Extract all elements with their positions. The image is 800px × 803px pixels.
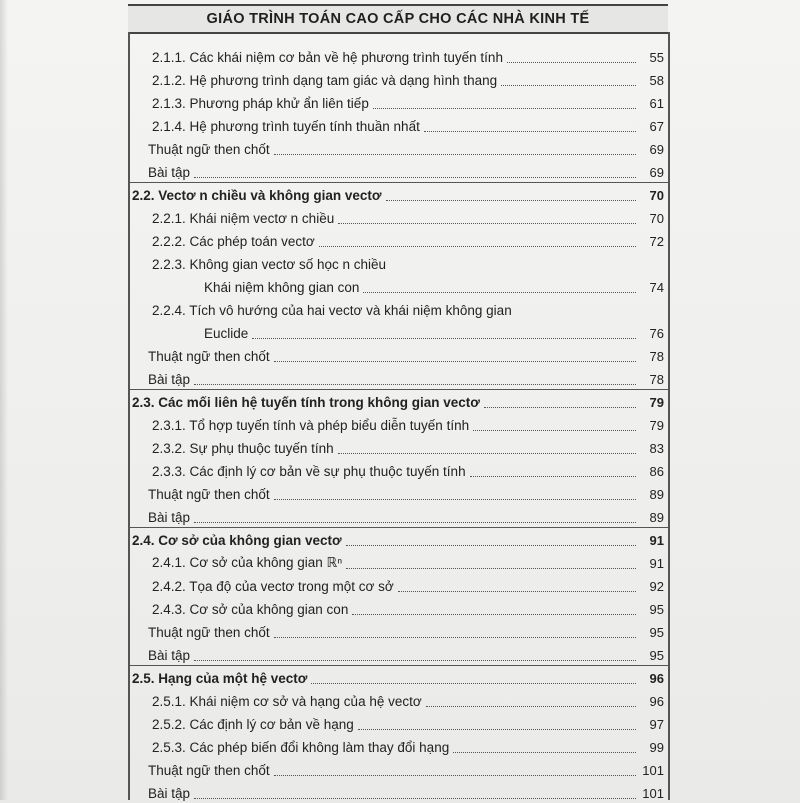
toc-page-number: 101 bbox=[642, 786, 664, 801]
dot-leader bbox=[274, 775, 636, 776]
dot-leader bbox=[470, 476, 636, 477]
toc-entry-title: 2.4.3. Cơ sở của không gian con bbox=[152, 602, 349, 617]
toc-entry-title: Bài tập bbox=[148, 648, 191, 663]
toc-page-number: 99 bbox=[649, 740, 664, 755]
toc-entry-title: Thuật ngữ then chốt bbox=[148, 349, 270, 364]
toc-page-number: 69 bbox=[649, 165, 664, 180]
toc-entry-title: 2.2.2. Các phép toán vectơ bbox=[152, 234, 315, 249]
toc-entry-title: 2.5. Hạng của một hệ vectơ bbox=[132, 671, 308, 686]
dot-leader bbox=[473, 430, 636, 431]
dot-leader bbox=[194, 660, 636, 661]
toc-entry-title: 2.1.4. Hệ phương trình tuyến tính thuần nhất bbox=[152, 119, 420, 134]
toc-page-number: 83 bbox=[649, 441, 664, 456]
toc-entry-title: 2.1.2. Hệ phương trình dạng tam giác và dạng hình thang bbox=[152, 73, 498, 88]
section-divider bbox=[130, 389, 668, 390]
dot-leader bbox=[453, 752, 636, 753]
dot-leader bbox=[352, 614, 636, 615]
toc-section-row bbox=[130, 389, 668, 412]
toc-entry-title: 2.5.3. Các phép biến đổi không làm thay đổi hạng bbox=[152, 740, 450, 755]
toc-entry-row bbox=[130, 757, 668, 780]
toc-page-number: 91 bbox=[649, 556, 664, 571]
toc-entry-row bbox=[130, 504, 668, 527]
dot-leader bbox=[194, 798, 636, 799]
dot-leader bbox=[274, 499, 636, 500]
dot-leader bbox=[311, 683, 636, 684]
toc-entry-row bbox=[130, 113, 668, 136]
toc-entry-title: 2.3.1. Tổ hợp tuyến tính và phép biểu diễn tuyến tính bbox=[152, 418, 470, 433]
toc-page-number: 78 bbox=[649, 372, 664, 387]
toc-page-number: 95 bbox=[649, 648, 664, 663]
toc-page-number: 70 bbox=[649, 211, 664, 226]
running-header bbox=[128, 4, 668, 34]
toc-page-number: 69 bbox=[649, 142, 664, 157]
toc-entry-row bbox=[130, 159, 668, 182]
toc-entry-row bbox=[130, 711, 668, 734]
toc-entry-title: Bài tập bbox=[148, 165, 191, 180]
toc-entry-row bbox=[130, 274, 668, 297]
dot-leader bbox=[424, 131, 636, 132]
toc-entry-title: 2.2.3. Không gian vectơ số học n chiều bbox=[152, 257, 387, 272]
section-divider bbox=[130, 665, 668, 666]
section-divider bbox=[130, 182, 668, 183]
toc-entry-title: 2.3.2. Sự phụ thuộc tuyến tính bbox=[152, 441, 334, 456]
toc-page-number: 79 bbox=[649, 395, 664, 410]
toc-entry-title: Bài tập bbox=[148, 372, 191, 387]
dot-leader bbox=[363, 292, 636, 293]
toc-page-number: 96 bbox=[649, 671, 664, 686]
right-margin-rule bbox=[668, 32, 670, 800]
toc-page-number: 58 bbox=[649, 73, 664, 88]
dot-leader bbox=[338, 453, 636, 454]
toc-entry-title: 2.4. Cơ sở của không gian vectơ bbox=[132, 533, 342, 548]
toc-entry-row bbox=[130, 44, 668, 67]
toc-entry-row bbox=[130, 205, 668, 228]
toc-page-number: 96 bbox=[649, 694, 664, 709]
toc-entry-row bbox=[130, 251, 668, 274]
toc-entry-title: 2.3.3. Các định lý cơ bản về sự phụ thuộc tuyến tính bbox=[152, 464, 466, 479]
toc-page-number: 70 bbox=[649, 188, 664, 203]
toc-entry-title: 2.2.4. Tích vô hướng của hai vectơ và khái niệm không gian bbox=[152, 303, 512, 318]
toc-section-row bbox=[130, 527, 668, 550]
toc-entry-row bbox=[130, 596, 668, 619]
toc-entry-row bbox=[130, 343, 668, 366]
toc-entry-title: Thuật ngữ then chốt bbox=[148, 625, 270, 640]
toc-section-row bbox=[130, 665, 668, 688]
toc-entry-title: 2.1.3. Phương pháp khử ẩn liên tiếp bbox=[152, 96, 369, 111]
toc-page-number: 67 bbox=[649, 119, 664, 134]
header-title: GIÁO TRÌNH TOÁN CAO CẤP CHO CÁC NHÀ KINH TẾ bbox=[206, 11, 590, 27]
toc-entry-title: 2.4.2. Tọa độ của vectơ trong một cơ sở bbox=[152, 579, 394, 594]
toc-page-number: 61 bbox=[649, 96, 664, 111]
toc-entry-title: Thuật ngữ then chốt bbox=[148, 763, 270, 778]
toc-entry-row bbox=[130, 435, 668, 458]
dot-leader bbox=[484, 407, 636, 408]
toc-entry-row bbox=[130, 90, 668, 113]
toc-page-number: 74 bbox=[649, 280, 664, 295]
toc-entry-row bbox=[130, 320, 668, 343]
toc-page-number: 91 bbox=[649, 533, 664, 548]
toc-page-number: 95 bbox=[649, 625, 664, 640]
toc-entry-row bbox=[130, 228, 668, 251]
toc-page-number: 76 bbox=[649, 326, 664, 341]
page-shadow bbox=[0, 0, 8, 800]
toc-entry-row bbox=[130, 412, 668, 435]
dot-leader bbox=[274, 637, 636, 638]
toc-page-number: 89 bbox=[649, 487, 664, 502]
dot-leader bbox=[346, 545, 636, 546]
toc-entry-title: Euclide bbox=[204, 326, 249, 341]
toc-entry-title: Bài tập bbox=[148, 786, 191, 801]
dot-leader bbox=[274, 361, 636, 362]
toc-entry-row bbox=[130, 734, 668, 757]
toc-page-number: 92 bbox=[649, 579, 664, 594]
toc-entry-title: Thuật ngữ then chốt bbox=[148, 487, 270, 502]
toc-page-number: 97 bbox=[649, 717, 664, 732]
dot-leader bbox=[501, 85, 636, 86]
toc-page-number: 89 bbox=[649, 510, 664, 525]
toc-page-number: 86 bbox=[649, 464, 664, 479]
toc-entry-title: 2.3. Các mối liên hệ tuyến tính trong không gian vectơ bbox=[132, 395, 480, 410]
dot-leader bbox=[194, 177, 636, 178]
dot-leader bbox=[358, 729, 636, 730]
section-divider bbox=[130, 527, 668, 528]
toc-entry-title: 2.4.1. Cơ sở của không gian ℝⁿ bbox=[152, 555, 343, 570]
dot-leader bbox=[338, 223, 636, 224]
dot-leader bbox=[346, 568, 636, 569]
dot-leader bbox=[398, 591, 636, 592]
toc-entry-row bbox=[130, 619, 668, 642]
dot-leader bbox=[386, 200, 636, 201]
toc-entry-row bbox=[130, 481, 668, 504]
toc-page-number: 72 bbox=[649, 234, 664, 249]
toc-entry-title: Thuật ngữ then chốt bbox=[148, 142, 270, 157]
toc-page-number: 79 bbox=[649, 418, 664, 433]
table-of-contents bbox=[130, 44, 668, 803]
toc-entry-title: Khái niệm không gian con bbox=[204, 280, 360, 295]
toc-entry-title: 2.5.2. Các định lý cơ bản về hạng bbox=[152, 717, 354, 732]
toc-entry-title: 2.5.1. Khái niệm cơ sở và hạng của hệ vectơ bbox=[152, 694, 422, 709]
toc-entry-title: Bài tập bbox=[148, 510, 191, 525]
toc-entry-row bbox=[130, 67, 668, 90]
toc-section-row bbox=[130, 182, 668, 205]
toc-page-number: 95 bbox=[649, 602, 664, 617]
toc-entry-row bbox=[130, 642, 668, 665]
toc-entry-title: 2.1.1. Các khái niệm cơ bản về hệ phương trình tuyến tính bbox=[152, 50, 503, 65]
toc-entry-row bbox=[130, 136, 668, 159]
toc-entry-row bbox=[130, 573, 668, 596]
toc-entry-row bbox=[130, 297, 668, 320]
toc-entry-title: 2.2.1. Khái niệm vectơ n chiều bbox=[152, 211, 335, 226]
dot-leader bbox=[373, 108, 636, 109]
toc-entry-row bbox=[130, 366, 668, 389]
toc-entry-row bbox=[130, 688, 668, 711]
dot-leader bbox=[194, 522, 636, 523]
dot-leader bbox=[426, 706, 636, 707]
dot-leader bbox=[194, 384, 636, 385]
dot-leader bbox=[252, 338, 636, 339]
dot-leader bbox=[319, 246, 636, 247]
toc-page-number: 101 bbox=[642, 763, 664, 778]
toc-page-number: 55 bbox=[649, 50, 664, 65]
toc-entry-title: 2.2. Vectơ n chiều và không gian vectơ bbox=[132, 188, 382, 203]
toc-page-number: 78 bbox=[649, 349, 664, 364]
toc-entry-row bbox=[130, 550, 668, 573]
dot-leader bbox=[507, 62, 636, 63]
toc-entry-row bbox=[130, 458, 668, 481]
dot-leader bbox=[274, 154, 636, 155]
